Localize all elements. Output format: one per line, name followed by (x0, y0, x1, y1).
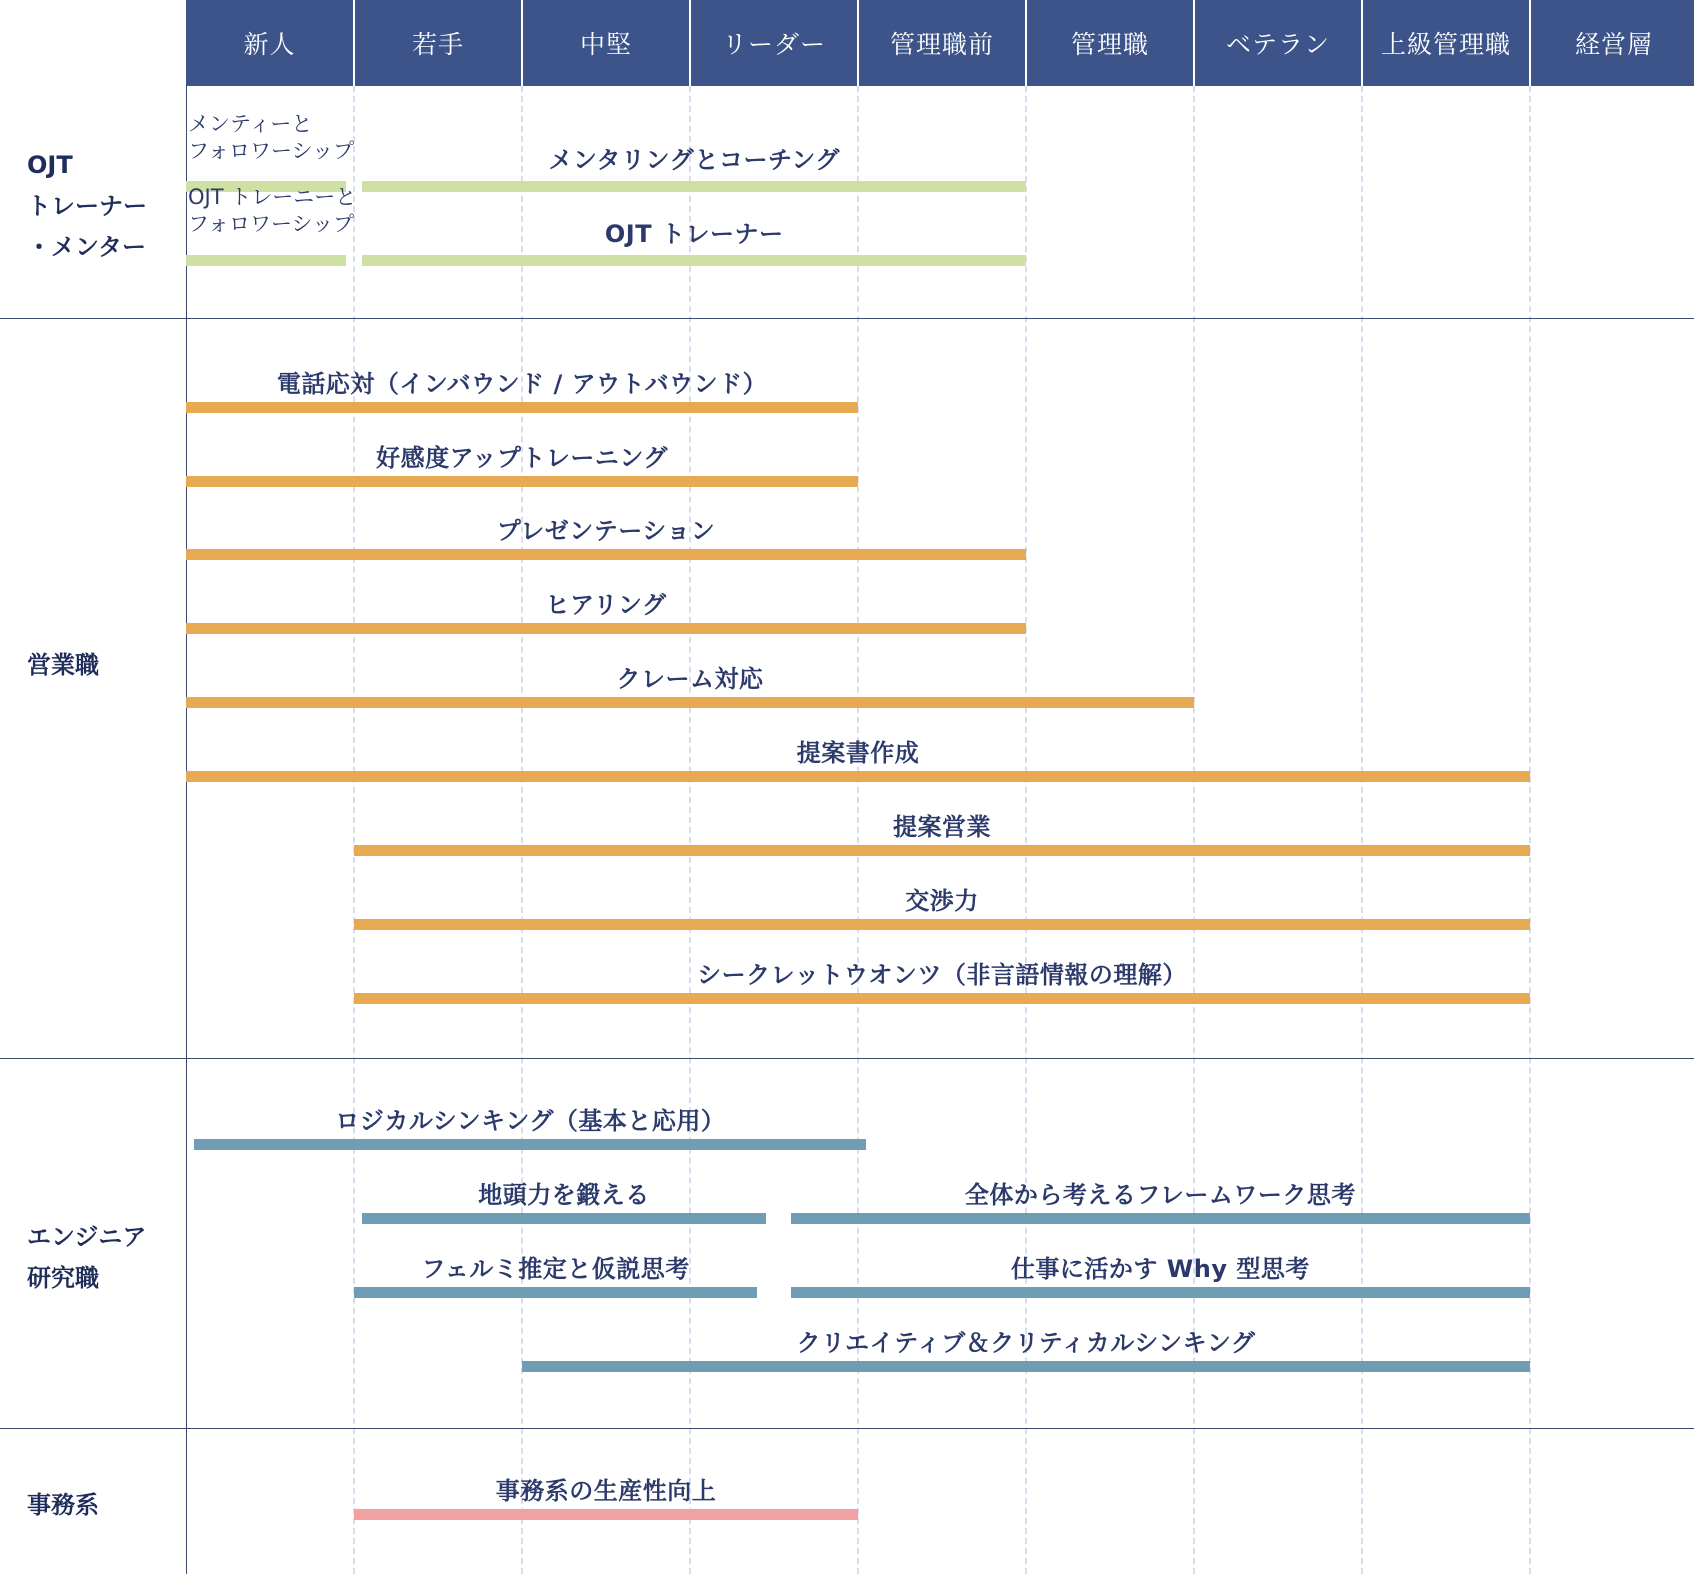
training-label: 電話応対（インバウンド / アウトバウンド） (276, 370, 768, 398)
training-label: 好感度アップトレーニング (376, 444, 668, 472)
training-bar (362, 1213, 765, 1224)
stage-gridline (521, 86, 523, 1574)
stage-header-8: 上級管理職 (1363, 0, 1529, 86)
training-label: プレゼンテーション (496, 517, 716, 545)
section-divider (0, 1058, 1694, 1059)
training-label: 地頭力を鍛える (478, 1181, 650, 1209)
training-bar (186, 549, 1026, 560)
training-bar (354, 845, 1530, 856)
training-label: ヒアリング (545, 591, 667, 619)
stage-gridline (689, 86, 691, 1574)
training-label: 仕事に活かす Why 型思考 (1010, 1255, 1310, 1283)
training-label: 事務系の生産性向上 (495, 1477, 717, 1505)
training-bar (354, 1287, 757, 1298)
training-bar (354, 919, 1530, 930)
training-bar (362, 255, 1026, 266)
training-label: 提案書作成 (796, 739, 920, 767)
training-bar (186, 623, 1026, 634)
category-label: エンジニア 研究職 (27, 1223, 147, 1292)
training-bar (186, 402, 858, 413)
category-label: OJT トレーナー ・メンター (27, 151, 147, 261)
training-label: フェルミ推定と仮説思考 (421, 1255, 690, 1283)
category-label: 営業職 (27, 651, 99, 679)
training-bar (186, 771, 1530, 782)
category-label: 事務系 (27, 1491, 99, 1519)
training-label: クリエイティブ＆クリティカルシンキング (796, 1329, 1256, 1357)
stage-header-4: リーダー (691, 0, 857, 86)
section-divider (0, 1428, 1694, 1429)
training-bar (362, 181, 1026, 192)
stage-header-1: 新人 (186, 0, 353, 86)
stage-header-9: 経営層 (1531, 0, 1694, 86)
category-axis (186, 86, 187, 1574)
training-label: クレーム対応 (616, 665, 764, 693)
section-divider (0, 318, 1694, 319)
training-label: OJT トレーナー (604, 220, 784, 248)
training-label: 全体から考えるフレームワーク思考 (964, 1181, 1356, 1209)
stage-gridline (1361, 86, 1363, 1574)
training-label: メンティーと フォロワーシップ (188, 112, 355, 163)
training-bar (791, 1287, 1530, 1298)
training-bar (522, 1361, 1530, 1372)
training-bar (791, 1213, 1530, 1224)
stage-header-7: ベテラン (1195, 0, 1361, 86)
stage-header-5: 管理職前 (859, 0, 1025, 86)
stage-header-6: 管理職 (1027, 0, 1193, 86)
training-label: 提案営業 (893, 813, 991, 841)
stage-gridline (353, 86, 355, 1574)
training-label: シークレットウオンツ（非言語情報の理解） (697, 961, 1187, 989)
training-bar (194, 1139, 866, 1150)
training-label: OJT トレーニーと フォロワーシップ (188, 185, 357, 236)
training-bar (354, 1509, 858, 1520)
training-label: 交渉力 (905, 887, 979, 915)
training-label: ロジカルシンキング（基本と応用） (335, 1107, 726, 1135)
training-bar (186, 255, 346, 266)
training-label: メンタリングとコーチング (548, 146, 840, 174)
training-bar (186, 476, 858, 487)
stage-header-2: 若手 (355, 0, 521, 86)
training-bar (186, 697, 1194, 708)
stage-header-3: 中堅 (523, 0, 689, 86)
stage-gridline (1529, 86, 1531, 1574)
training-bar (354, 993, 1530, 1004)
